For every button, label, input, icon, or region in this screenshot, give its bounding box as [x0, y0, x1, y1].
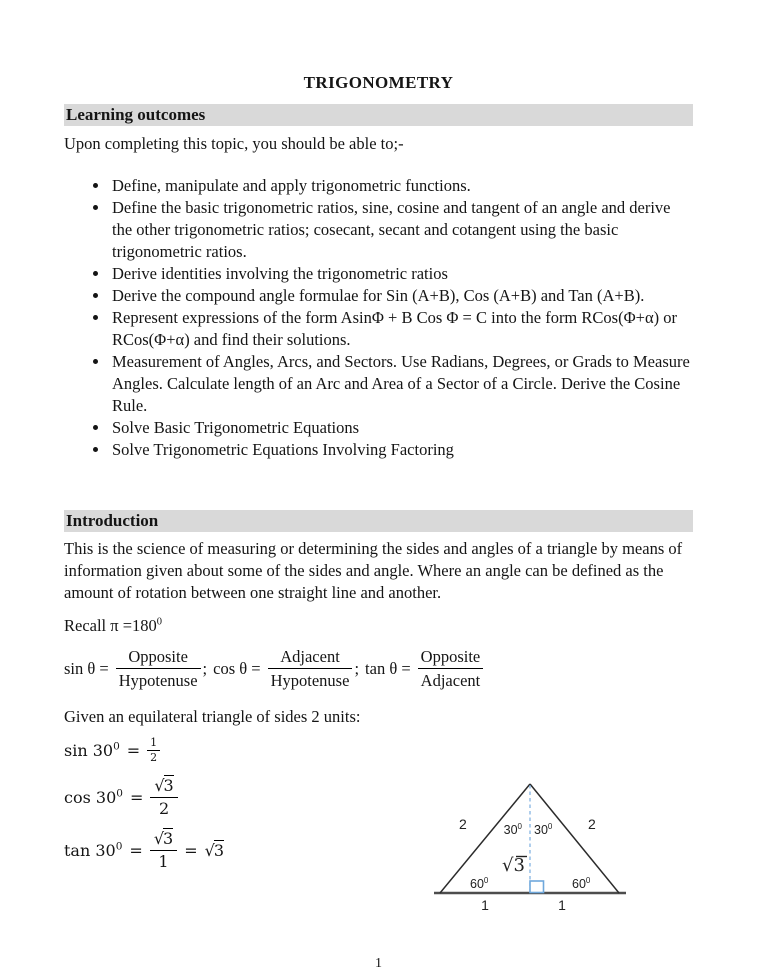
- apex-left-angle-label: $30^0$: [503, 822, 522, 837]
- fraction-denominator: Hypotenuse: [270, 671, 350, 690]
- equals-sign: =: [129, 787, 144, 807]
- bullet-text: Measurement of Angles, Arcs, and Sectors. Use Radians, Degrees, or Grads to Measure Angles. Calculate length of an Arc and Area of a Sector of a Circle. Derive the Cosine Rule.: [112, 352, 690, 415]
- bullet-text: Solve Trigonometric Equations Involving Factoring: [112, 440, 454, 459]
- page-content: [64, 0, 693, 894]
- equation-lhs: [64, 841, 122, 860]
- sqrt3-over-1-fraction: [150, 828, 177, 872]
- bullet-text: Solve Basic Trigonometric Equations: [112, 418, 360, 437]
- introduction-paragraph: This is the science of measuring or determining the sides and angles of a triangle by means of information given about some of the sides and angle. Where an angle can be defined as the amount of rotation between one straight line and another.: [64, 539, 683, 602]
- altitude-length-label: √3: [502, 855, 525, 876]
- list-item: [110, 285, 693, 307]
- degree-superscript: 0: [115, 840, 123, 853]
- fraction-numerator: 1: [147, 737, 160, 751]
- bullet-text: Derive the compound angle formulae for Sin (A+B), Cos (A+B) and Tan (A+B).: [112, 286, 645, 305]
- cos-ratio-fraction: [268, 646, 353, 691]
- radical-sign: √: [204, 840, 214, 860]
- equation-lhs: [64, 788, 123, 807]
- radicand: 3: [163, 776, 174, 795]
- recall-text: Recall π =180: [64, 616, 157, 635]
- right-angle-marker: [530, 881, 544, 893]
- result-sqrt3: [205, 841, 224, 860]
- equals-sign: =: [129, 840, 143, 860]
- trig-ratio-formulas: [64, 646, 693, 691]
- page-title: TRIGONOMETRY: [303, 73, 454, 92]
- list-item: [110, 417, 693, 439]
- recall-line: [64, 615, 693, 637]
- degree-superscript: 0: [113, 740, 120, 753]
- list-item: [110, 175, 693, 197]
- base-right-length-label: 1: [558, 897, 566, 913]
- apex-right-angle-label: $30^0$: [534, 822, 553, 837]
- bullet-text: Derive identities involving the trigonometric ratios: [112, 264, 448, 283]
- cos-ratio-lhs: cos θ =: [213, 658, 261, 678]
- radicand: 3: [163, 829, 174, 848]
- tan-ratio-fraction: [418, 646, 484, 691]
- list-item: [110, 439, 693, 461]
- function-text: cos 30: [64, 787, 117, 807]
- separator: ;: [202, 658, 208, 678]
- radicand: 3: [213, 840, 224, 860]
- bottom-left-angle-label: $60^0$: [470, 876, 489, 891]
- sqrt3-over-2-fraction: [150, 775, 177, 819]
- list-item: [110, 197, 693, 263]
- sin-ratio-lhs: sin θ =: [64, 658, 109, 678]
- function-text: tan 30: [64, 840, 116, 860]
- page-number: 1: [375, 956, 382, 971]
- degree-superscript: 0: [116, 787, 123, 800]
- fraction-numerator: Opposite: [116, 646, 201, 669]
- triangle-diagram: [430, 778, 630, 918]
- fraction-numerator: [150, 828, 177, 851]
- fraction-numerator: [150, 775, 177, 798]
- radical-sign: √: [153, 829, 164, 848]
- equation-lhs: [64, 741, 120, 760]
- list-item: [110, 263, 693, 285]
- fraction-denominator: 2: [158, 799, 170, 818]
- equals-sign: =: [184, 840, 198, 860]
- fraction-denominator: Hypotenuse: [118, 671, 198, 690]
- bullet-text: Represent expressions of the form AsinΦ + B Cos Φ = C into the form RCos(Φ+α) or RCos(Φ+α) and find their solutions.: [112, 308, 677, 349]
- learning-intro-line: Upon completing this topic, you should be able to;-: [64, 134, 404, 153]
- introduction-heading: Introduction: [64, 510, 693, 532]
- fraction-numerator: Adjacent: [268, 646, 353, 669]
- learning-outcomes-list: [64, 175, 693, 461]
- fraction-denominator: Adjacent: [420, 671, 481, 690]
- right-side-length-label: 2: [588, 816, 596, 832]
- separator: ;: [354, 658, 360, 678]
- given-line: Given an equilateral triangle of sides 2 units:: [64, 707, 361, 726]
- fraction-denominator: 2: [150, 750, 158, 764]
- bullet-text: Define, manipulate and apply trigonometric functions.: [112, 176, 471, 195]
- tan-ratio-lhs: tan θ =: [365, 658, 411, 678]
- base-left-length-label: 1: [481, 897, 489, 913]
- sin-ratio-fraction: [116, 646, 201, 691]
- equals-sign: =: [126, 740, 141, 760]
- fraction-denominator: 1: [158, 852, 169, 871]
- sin30-equation: [64, 734, 693, 766]
- radical-sign: √: [154, 776, 164, 795]
- left-side-length-label: 2: [459, 816, 467, 832]
- list-item: [110, 351, 693, 417]
- half-fraction: [147, 737, 160, 764]
- degree-superscript: 0: [156, 616, 163, 628]
- bullet-text: Define the basic trigonometric ratios, sine, cosine and tangent of an angle and derive the other trigonometric ratios; cosecant, secant and cotangent using the basic trigonometric ratios.: [112, 198, 671, 261]
- function-text: sin 30: [64, 740, 114, 760]
- bottom-right-angle-label: $60^0$: [572, 876, 591, 891]
- list-item: [110, 307, 693, 351]
- learning-outcomes-heading: Learning outcomes: [64, 104, 693, 126]
- fraction-numerator: Opposite: [418, 646, 484, 669]
